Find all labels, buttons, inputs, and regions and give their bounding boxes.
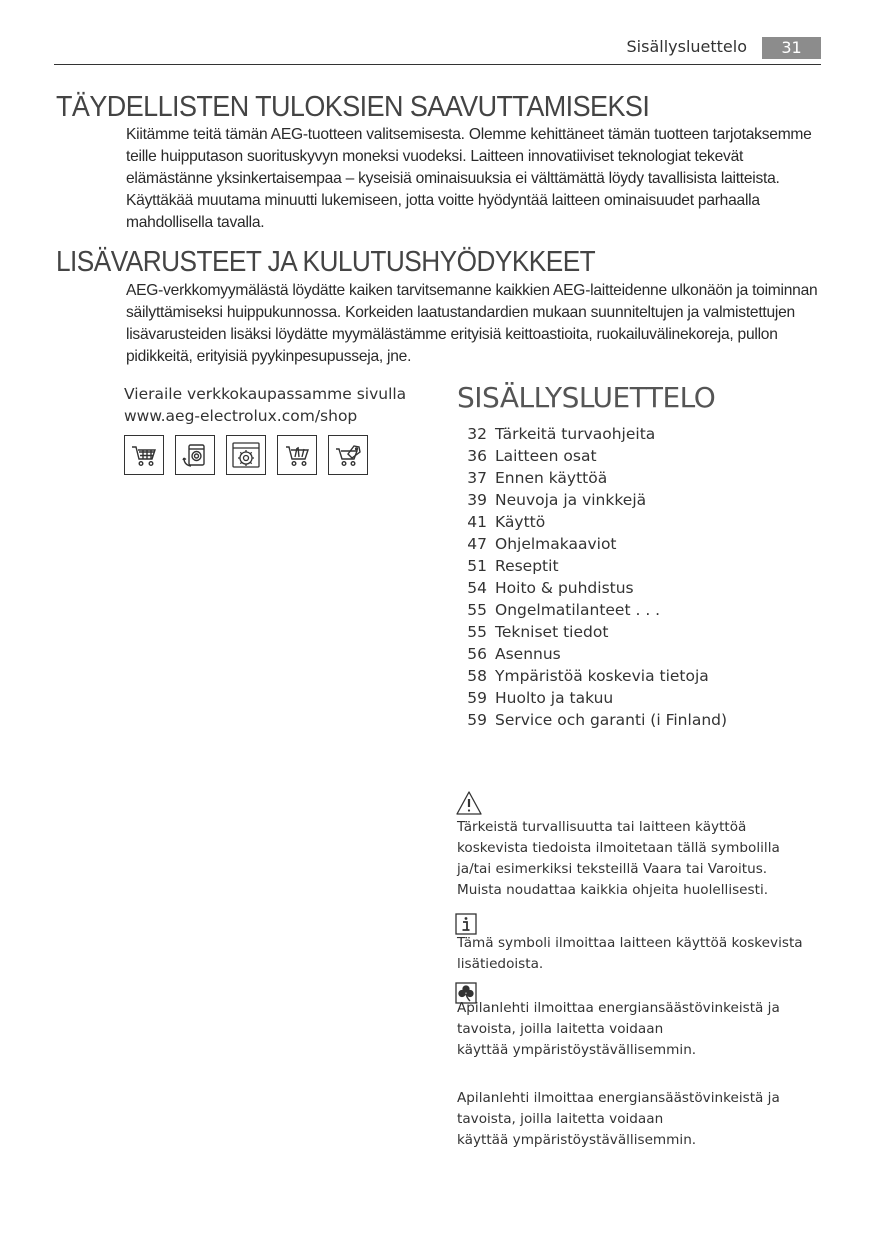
accessories-heading: LISÄVARUSTEET JA KULUTUSHYÖDYKKEET <box>56 246 596 278</box>
eco-line: Apilanlehti ilmoittaa energiansäästövinkeistä ja <box>457 1000 780 1016</box>
toc-page: 36 <box>467 447 487 465</box>
toc-entry[interactable] <box>458 599 838 621</box>
eco-line: tavoista, joilla laitetta voidaan <box>457 1021 664 1037</box>
toc-page: 59 <box>467 689 487 707</box>
toc-page: 59 <box>467 711 487 729</box>
toc-page: 55 <box>467 601 487 619</box>
shop-visit-line: Vieraile verkkokaupassamme sivulla <box>124 385 407 403</box>
toc-page: 39 <box>467 491 487 509</box>
toc-label: Asennus <box>495 645 561 663</box>
toc-page: 47 <box>467 535 487 553</box>
shopping-cart-icon <box>124 435 164 475</box>
warning-line: ja/tai esimerkiksi teksteillä Vaara tai Varoitus. <box>457 861 768 877</box>
toc-label: Reseptit <box>495 557 559 575</box>
toc-entry[interactable] <box>458 467 838 489</box>
toc-list <box>458 423 838 731</box>
toc-entry[interactable] <box>458 445 838 467</box>
toc-entry[interactable] <box>458 621 838 643</box>
toc-entry[interactable] <box>458 709 838 731</box>
info-line: lisätiedoista. <box>457 956 544 972</box>
toc-label: Laitteen osat <box>495 447 597 465</box>
toc-entry[interactable] <box>458 489 838 511</box>
toc-label: Hoito & puhdistus <box>495 579 634 597</box>
page-header <box>54 34 821 65</box>
info-note <box>457 933 827 975</box>
accessories-paragraph: AEG-verkkomyymälästä löydätte kaiken tarvitsemanne kaikkien AEG-laitteidenne ulkonäön ja toiminnan säilyttämiseksi huippukunnossa. Korkeiden laatustandardien mukaan suunniteltujen ja valmistettujen lisävarusteiden lisäksi löydätte myymälästämme erityisiä keittoastioita, ruokailuvälinekoreja, pullon pidikkeitä, erityisiä pyykinpesupusseja, jne. <box>126 282 818 365</box>
eco-line: käyttää ympäristöystävällisemmin. <box>457 1132 697 1148</box>
toc-label: Tärkeitä turvaohjeita <box>495 425 656 443</box>
toc-label: Tekniset tiedot <box>495 623 609 641</box>
page-number: 31 <box>762 37 821 59</box>
washing-machine-icon <box>175 435 215 475</box>
toc-entry[interactable] <box>458 555 838 577</box>
toc-label: Ennen käyttöä <box>495 469 608 487</box>
toc-page: 55 <box>467 623 487 641</box>
toc-page: 54 <box>467 579 487 597</box>
toc-entry[interactable] <box>458 423 838 445</box>
eco-line: käyttää ympäristöystävällisemmin. <box>457 1042 697 1058</box>
toc-page: 51 <box>467 557 487 575</box>
eco-note <box>457 998 827 1061</box>
gear-icon <box>226 435 266 475</box>
header-section-title: Sisällysluettelo <box>626 37 747 56</box>
toc-label: Service och garanti (i Finland) <box>495 711 728 729</box>
warning-line: koskevista tiedoista ilmoitetaan tällä symbolilla <box>457 840 780 856</box>
toc-label: Ympäristöä koskevia tietoja <box>495 667 709 685</box>
toc-entry[interactable] <box>458 687 838 709</box>
cart-tag-icon <box>328 435 368 475</box>
info-line: Tämä symboli ilmoittaa laitteen käyttöä koskevista <box>457 935 803 951</box>
toc-entry[interactable] <box>458 577 838 599</box>
shop-url-link[interactable]: www.aeg-electrolux.com/shop <box>124 407 358 425</box>
toc-page: 32 <box>467 425 487 443</box>
toc-page: 37 <box>467 469 487 487</box>
toc-entry[interactable] <box>458 665 838 687</box>
warning-line: Muista noudattaa kaikkia ohjeita huolellisesti. <box>457 882 769 898</box>
toc-entry[interactable] <box>458 533 838 555</box>
cart-bottles-icon <box>277 435 317 475</box>
toc-label: Neuvoja ja vinkkejä <box>495 491 647 509</box>
warning-line: Tärkeistä turvallisuutta tai laitteen käyttöä <box>457 819 747 835</box>
toc-label: Ongelmatilanteet . . . <box>495 601 661 619</box>
eco-line: tavoista, joilla laitetta voidaan <box>457 1111 664 1127</box>
toc-label: Käyttö <box>495 513 546 531</box>
toc-heading: SISÄLLYSLUETTELO <box>457 381 716 414</box>
intro-heading: TÄYDELLISTEN TULOKSIEN SAAVUTTAMISEKSI <box>56 91 650 123</box>
toc-page: 41 <box>467 513 487 531</box>
toc-page: 58 <box>467 667 487 685</box>
toc-entry[interactable] <box>458 643 838 665</box>
eco-note-repeat <box>457 1088 827 1151</box>
shop-icon-row <box>124 435 368 475</box>
toc-label: Huolto ja takuu <box>495 689 614 707</box>
shop-visit-text <box>124 383 424 427</box>
eco-line: Apilanlehti ilmoittaa energiansäästövinkeistä ja <box>457 1090 780 1106</box>
toc-page: 56 <box>467 645 487 663</box>
toc-label: Ohjelmakaaviot <box>495 535 617 553</box>
intro-paragraph: Kiitämme teitä tämän AEG-tuotteen valitsemisesta. Olemme kehittäneet tämän tuotteen tarjotaksemme teille huipputason suorituskyvyn moneksi vuodeksi. Laitteen innovatiiviset teknologiat tekevät elämästänne yksinkertaisempaa – kyseisiä ominaisuuksia ei välttämättä löydy tavallisista laitteista. Käyttäkää muutama minuutti lukemiseen, jotta voitte hyödyntää laitteen ominaisuudet parhaalla mahdollisella tavalla. <box>126 126 812 231</box>
warning-note <box>457 817 827 901</box>
toc-entry[interactable] <box>458 511 838 533</box>
